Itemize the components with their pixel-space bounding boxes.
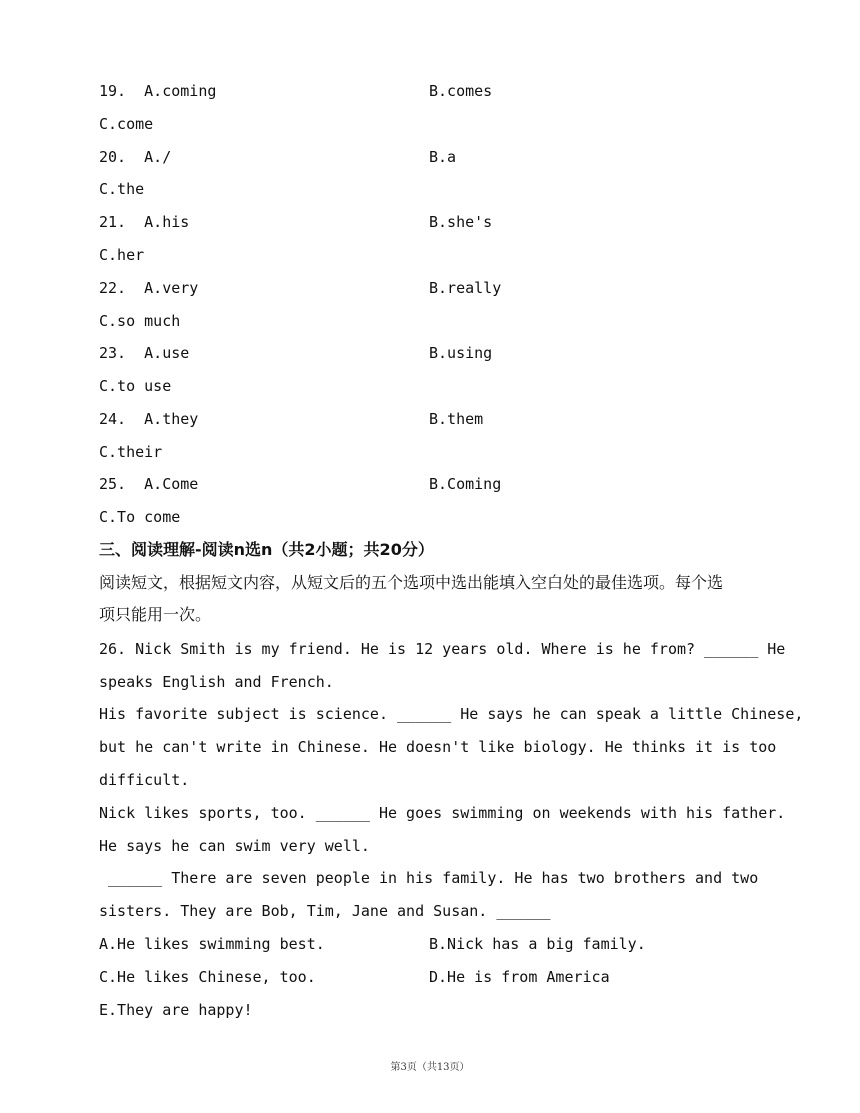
answer-option-e: E.They are happy! — [99, 1001, 253, 1019]
question-21-option-a: 21. A.his — [99, 213, 190, 231]
question-19-option-b: B.comes — [429, 82, 493, 100]
question-22-option-a: 22. A.very — [99, 279, 199, 297]
question-23-option-a: 23. A.use — [99, 344, 190, 362]
question-23-option-b: B.using — [429, 344, 493, 362]
answer-option-b: B.Nick has a big family. — [429, 935, 646, 953]
question-19-option-c: C.come — [99, 115, 154, 133]
question-20-option-a: 20. A./ — [99, 148, 172, 166]
question-23-option-c: C.to use — [99, 377, 172, 395]
passage-line-9: sisters. They are Bob, Tim, Jane and Susan. ______ — [99, 902, 551, 920]
passage-line-1: 26. Nick Smith is my friend. He is 12 years old. Where is he from? ______ He — [99, 640, 786, 658]
question-24-option-a: 24. A.they — [99, 410, 199, 428]
section-instruction-line-1: 阅读短文，根据短文内容，从短文后的五个选项中选出能填入空白处的最佳选项。每个选 — [99, 573, 724, 592]
question-24-option-b: B.them — [429, 410, 484, 428]
question-25-option-a: 25. A.Come — [99, 475, 199, 493]
section-heading: 三、阅读理解-阅读n选n（共2小题；共20分） — [99, 540, 434, 559]
passage-line-7: He says he can swim very well. — [99, 837, 370, 855]
passage-line-2: speaks English and French. — [99, 673, 334, 691]
question-21-option-b: B.she's — [429, 213, 493, 231]
answer-option-c: C.He likes Chinese, too. — [99, 968, 316, 986]
question-22-option-b: B.really — [429, 279, 502, 297]
question-20-option-c: C.the — [99, 180, 145, 198]
passage-line-3: His favorite subject is science. ______ He says he can speak a little Chinese, — [99, 705, 804, 723]
passage-line-5: difficult. — [99, 771, 190, 789]
section-instruction-line-2: 项只能用一次。 — [99, 605, 212, 624]
question-25-option-c: C.To come — [99, 508, 181, 526]
passage-line-4: but he can't write in Chinese. He doesn't like biology. He thinks it is too — [99, 738, 777, 756]
question-19-option-a: 19. A.coming — [99, 82, 217, 100]
question-24-option-c: C.their — [99, 443, 163, 461]
question-20-option-b: B.a — [429, 148, 457, 166]
page-footer: 第3页（共13页） — [390, 1062, 470, 1073]
passage-line-6: Nick likes sports, too. ______ He goes swimming on weekends with his father. — [99, 804, 786, 822]
answer-option-a: A.He likes swimming best. — [99, 935, 325, 953]
question-25-option-b: B.Coming — [429, 475, 502, 493]
question-21-option-c: C.her — [99, 246, 145, 264]
passage-line-8: ______ There are seven people in his family. He has two brothers and two — [99, 869, 759, 887]
answer-option-d: D.He is from America — [429, 968, 610, 986]
question-22-option-c: C.so much — [99, 312, 181, 330]
